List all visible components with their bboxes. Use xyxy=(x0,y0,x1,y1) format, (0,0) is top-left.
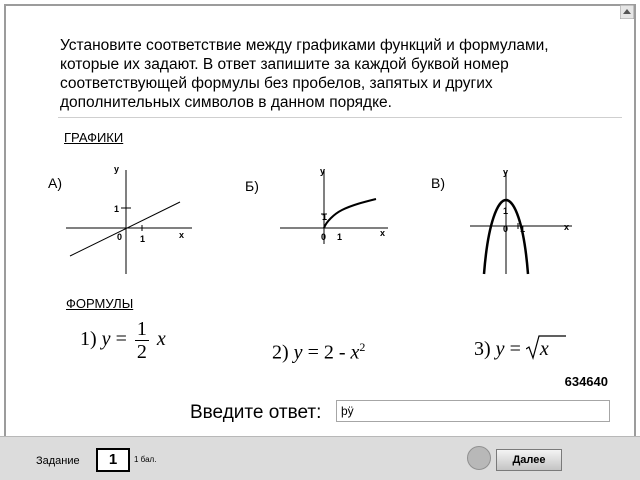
answer-input[interactable] xyxy=(336,400,610,422)
graph-v-y-label: y xyxy=(503,167,509,177)
footer-bar xyxy=(0,436,640,480)
task-label: Задание xyxy=(36,455,80,467)
task-code: 634640 xyxy=(564,374,608,389)
graph-v-x-label: x xyxy=(564,222,570,232)
scroll-up-icon[interactable] xyxy=(620,5,634,19)
formula-1-eq: = xyxy=(115,328,127,351)
formula-3 xyxy=(474,338,549,361)
graph-b-one-y: 1 xyxy=(322,212,328,222)
formulas-title: ФОРМУЛЫ xyxy=(66,296,134,311)
graph-v-zero: 0 xyxy=(503,224,509,234)
formula-2-x: x xyxy=(350,341,360,364)
graph-b-y-label: y xyxy=(320,166,326,176)
graph-v-one-x: 1 xyxy=(520,224,526,234)
formula-1-numerator: 1 xyxy=(136,318,147,340)
graph-a-y-label: y xyxy=(114,164,120,174)
formula-3-num: 3) xyxy=(474,338,491,360)
formula-2-num: 2) xyxy=(272,341,289,364)
formula-3-eq: = xyxy=(509,338,521,360)
formula-2 xyxy=(272,340,365,365)
graph-label-v: В) xyxy=(431,175,445,191)
formula-2-const: 2 xyxy=(323,341,334,364)
formula-2-power: 2 xyxy=(359,340,366,354)
formula-3-x: x xyxy=(539,338,549,360)
divider xyxy=(58,117,622,118)
graph-a-zero: 0 xyxy=(117,232,123,242)
answer-label: Введите ответ: xyxy=(190,402,322,423)
graph-v-one-y: 1 xyxy=(503,206,509,216)
formula-1-denominator: 2 xyxy=(136,341,147,363)
formula-2-minus: - xyxy=(338,341,346,364)
graph-a xyxy=(66,162,196,282)
graph-a-one-x: 1 xyxy=(140,234,146,244)
graph-label-a: А) xyxy=(48,175,62,191)
task-text: Установите соответствие между графиками функций и формулами, которые их задают. В ответ запишите за каждой буквой номер соответствующей формулы без пробелов, запятых и других дополнительных символов в данном порядке. xyxy=(60,37,549,111)
formula-2-eq: = xyxy=(307,341,319,364)
formula-1-y: y xyxy=(101,328,111,351)
graph-b-x-label: x xyxy=(380,228,386,238)
formula-1-x: x xyxy=(156,328,166,351)
sqrt-icon xyxy=(526,334,566,360)
formula-3-y: y xyxy=(495,338,505,360)
formula-1 xyxy=(80,318,166,363)
formula-2-y: y xyxy=(293,341,303,364)
graph-v xyxy=(470,162,580,282)
graph-b xyxy=(278,162,393,252)
next-button[interactable]: Далее xyxy=(496,449,562,471)
graph-b-one-x: 1 xyxy=(337,232,343,242)
score-label: 1 бал. xyxy=(134,455,157,464)
formula-3-sqrt xyxy=(526,338,549,361)
graphs-title: ГРАФИКИ xyxy=(64,130,124,145)
graph-label-b: Б) xyxy=(245,178,259,194)
graph-a-x-label: x xyxy=(179,230,185,240)
graph-b-zero: 0 xyxy=(321,232,327,242)
formula-1-fraction xyxy=(135,318,149,363)
nav-circle-icon[interactable] xyxy=(467,446,491,470)
task-number: 1 xyxy=(96,448,130,472)
formula-1-num: 1) xyxy=(80,328,97,351)
graph-a-one-y: 1 xyxy=(114,204,120,214)
